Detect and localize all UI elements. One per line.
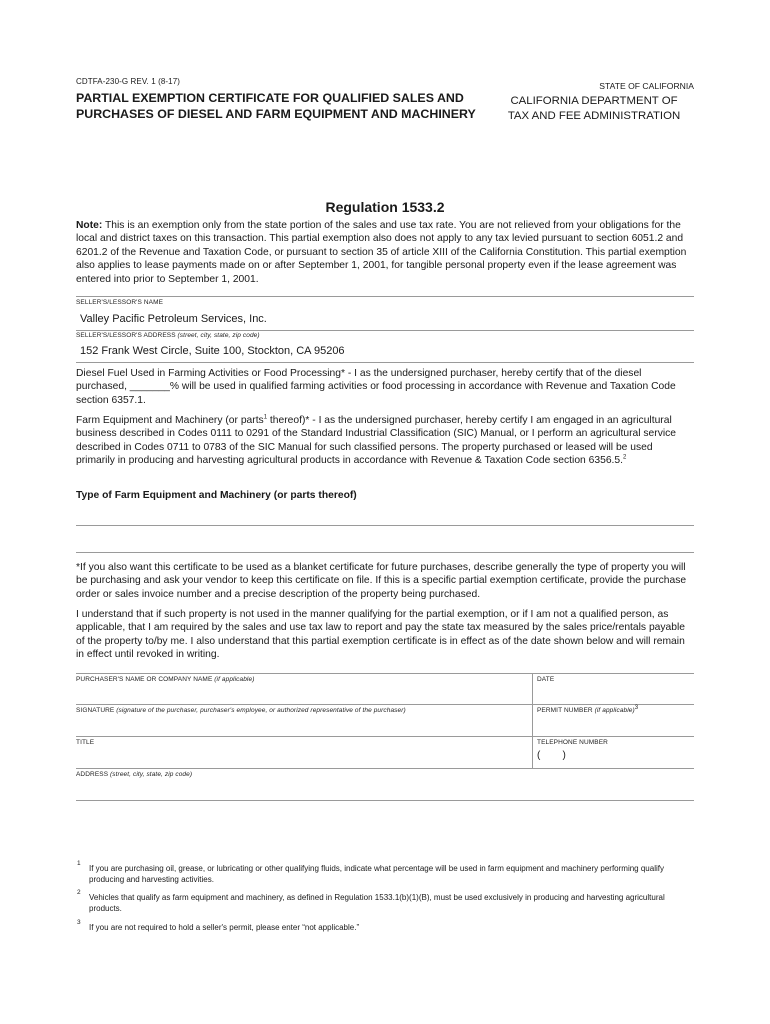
footnote-1-number: 1 [77, 860, 81, 867]
seller-address-hint: (street, city, state, zip code) [177, 332, 260, 339]
footnote-ref-3: 3 [634, 704, 639, 711]
footnote-2-number: 2 [77, 889, 81, 896]
divider [76, 768, 694, 769]
signature-hint: (signature of the purchaser, purchaser's employee, or authorized representative of the purchaser) [116, 707, 406, 714]
footnote-3-number: 3 [77, 919, 81, 926]
footnote-3-text: If you are not required to hold a seller's permit, please enter “not applicable.” [89, 923, 360, 932]
date-label: DATE [537, 676, 555, 683]
seller-address-label-text: SELLER'S/LESSOR'S ADDRESS [76, 332, 176, 339]
regulation-heading: Regulation 1533.2 [325, 199, 445, 215]
purchaser-address-label-text: ADDRESS [76, 771, 109, 778]
purchaser-name-label [76, 676, 254, 683]
footnote-2-text: Vehicles that qualify as farm equipment and machinery, as defined in Regulation 1533.1(b)(1)(B), must be used exclusively in producing and harvesting agricultural products. [89, 893, 665, 913]
farm-equipment-certification [76, 414, 694, 468]
purchaser-name-hint: (if applicable) [214, 676, 255, 683]
footnote-ref-2: 2 [623, 454, 627, 461]
divider [76, 800, 694, 801]
form-title-line1: PARTIAL EXEMPTION CERTIFICATE FOR QUALIFIED SALES AND [76, 91, 464, 105]
type-line-1[interactable] [76, 525, 694, 526]
diesel-certification: Diesel Fuel Used in Farming Activities or Food Processing* - I as the undersigned purchaser, hereby certify that of the diesel purchased, _______% will be used in qualified farming activities or food processing in accordance with Revenue and Taxation Code section 6357.1. [76, 368, 676, 406]
signature-field[interactable] [76, 716, 530, 734]
seller-name-field[interactable]: Valley Pacific Petroleum Services, Inc. [80, 313, 267, 325]
agency-line2: TAX AND FEE ADMINISTRATION [507, 109, 681, 122]
footnote-ref-1: 1 [263, 414, 268, 421]
permit-number-label [537, 704, 639, 714]
signature-label-text: SIGNATURE [76, 707, 115, 714]
note-label: Note: [76, 220, 103, 231]
purchaser-name-field[interactable] [76, 686, 530, 702]
title-label: TITLE [76, 739, 95, 746]
permit-number-hint: (if applicable) [594, 707, 635, 714]
footnote-1-text: If you are purchasing oil, grease, or lubricating or other qualifying fluids, indicate what percentage will be used in farm equipment and machinery performing qualify producing and harvesting activities. [89, 864, 664, 884]
form-number: CDTFA-230-G REV. 1 (8-17) [76, 77, 181, 86]
seller-address-label [76, 332, 260, 339]
telephone-field[interactable]: ( ) [537, 750, 566, 761]
divider [76, 704, 694, 705]
divider [76, 736, 694, 737]
blanket-paragraph: *If you also want this certificate to be used as a blanket certificate for future purchases, describe generally the type of property you will be purchasing and ask your vendor to keep this certificate on file. If this is a specific partial exemption certificate, provide the purchase order or sales invoice number and a precise description of the property being purchased. [76, 562, 687, 600]
type-heading: Type of Farm Equipment and Machinery (or parts thereof) [76, 490, 357, 501]
divider [76, 330, 694, 331]
signature-label [76, 707, 406, 714]
date-field[interactable] [537, 686, 693, 702]
purchaser-address-hint: (street, city, state, zip code) [110, 771, 193, 778]
seller-name-label: SELLER'S/LESSOR'S NAME [76, 299, 164, 306]
agency-name [494, 94, 694, 123]
agency-line1: CALIFORNIA DEPARTMENT OF [510, 95, 678, 107]
column-divider [532, 673, 533, 769]
understanding-paragraph: I understand that if such property is not used in the manner qualifying for the partial exemption, or if I am not a qualified person, as applicable, that I am required by the sales and use tax law to report and pay the state tax measured by the sales price/rentals payable of the property to/by me. I also understand that this partial exemption certificate is in effect as of the date shown below and will remain in effect until revoked in writing. [76, 609, 686, 661]
permit-number-label-text: PERMIT NUMBER [537, 707, 593, 714]
divider [76, 362, 694, 363]
purchaser-address-label [76, 771, 192, 778]
farm-text-a: Farm Equipment and Machinery (or parts [76, 415, 264, 426]
title-field[interactable] [76, 749, 530, 767]
note-paragraph [76, 219, 694, 286]
permit-number-field[interactable] [537, 716, 693, 734]
form-title [76, 90, 506, 122]
farm-text-b: thereof)* - I as the undersigned purchaser, hereby certify I am engaged in an agricultural business described in Codes 0111 to 0291 of the Standard Industrial Classification (SIC) Manual, or I perform an agricultural service described in Codes 0711 to 0783 of the SIC Manual for such classified persons. The property purchased or leased will be used primarily in producing and harvesting agricultural products in accordance with Revenue & Taxation Code section 6356.5. [76, 415, 677, 467]
telephone-label: TELEPHONE NUMBER [537, 739, 608, 746]
divider [76, 673, 694, 674]
type-line-2[interactable] [76, 552, 694, 553]
purchaser-address-field[interactable] [76, 781, 694, 799]
seller-address-field[interactable]: 152 Frank West Circle, Suite 100, Stockton, CA 95206 [80, 345, 345, 357]
state-label: STATE OF CALIFORNIA [599, 81, 694, 91]
note-text: This is an exemption only from the state portion of the sales and use tax rate. You are not relieved from your obligations for the local and district taxes on this transaction. This partial exemption also does not apply to any tax levied pursuant to section 6051.2 and 6201.2 of the Revenue and Taxation Code, or pursuant to section 35 of article XIII of the California Constitution. This partial exemption also applies to lease payments made on or after September 1, 2001, for tangible personal property even if the lease agreement was entered into prior to September 1, 2001. [76, 220, 687, 285]
form-title-line2: PURCHASES OF DIESEL AND FARM EQUIPMENT AND MACHINERY [76, 107, 476, 121]
divider [76, 296, 694, 297]
purchaser-name-label-text: PURCHASER'S NAME OR COMPANY NAME [76, 676, 213, 683]
